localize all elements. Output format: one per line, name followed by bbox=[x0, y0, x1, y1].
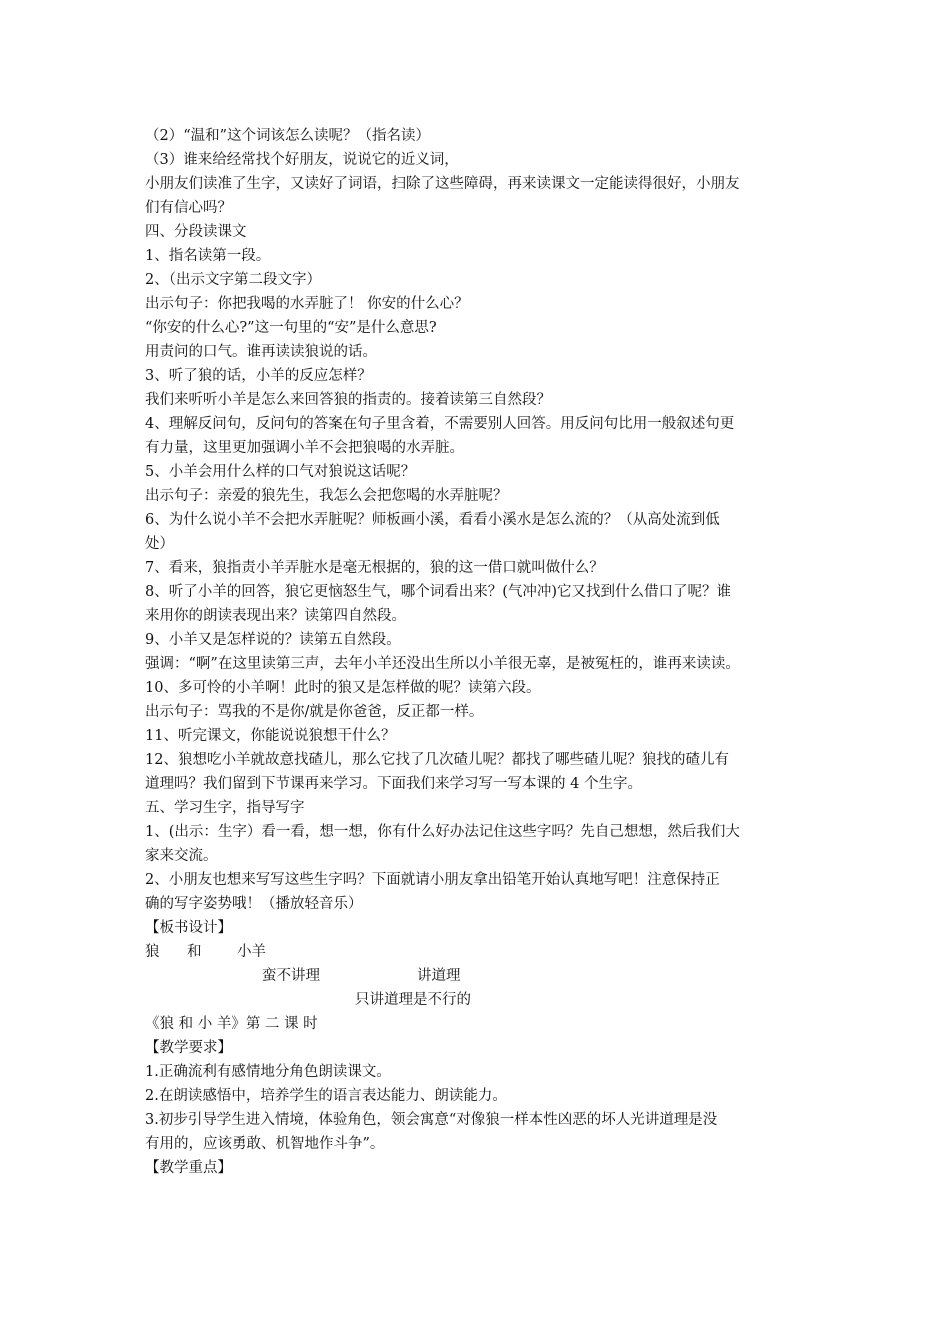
text-line: 小朋友们读准了生字，又读好了词语，扫除了这些障碍，再来读课文一定能读得很好，小朋友 bbox=[145, 176, 740, 192]
text-line: 出示句子：骂我的不是你/就是你爸爸，反正都一样。 bbox=[145, 704, 484, 720]
text-line: 出示句子：亲爱的狼先生，我怎么会把您喝的水弄脏呢？ bbox=[145, 488, 508, 504]
text2-line: 【教学要求】 bbox=[145, 1040, 232, 1056]
text2-line: 【教学重点】 bbox=[145, 1160, 232, 1176]
text-line: 家来交流。 bbox=[145, 848, 218, 864]
text2-line: 2.在朗读感悟中，培养学生的语言表达能力、朗读能力。 bbox=[145, 1088, 507, 1104]
text-line: （2）“温和”这个词该怎么读呢？（指名读） bbox=[145, 128, 431, 144]
text-line: 道理吗？我们留到下节课再来学习。下面我们来学习写一写本课的 4 个生字。 bbox=[145, 776, 642, 792]
text-line: 12、狼想吃小羊就故意找碴儿，那么它找了几次碴儿呢？都找了哪些碴儿呢？狼找的碴儿有 bbox=[145, 752, 729, 768]
text-line: 2、（出示文字第二段文字） bbox=[145, 272, 321, 288]
board-row-2 bbox=[145, 964, 820, 988]
text-line: “你安的什么心?”这一句里的“安”是什么意思? bbox=[145, 320, 437, 336]
text-line: 强调：“啊”在这里读第三声，去年小羊还没出生所以小羊很无辜，是被冤枉的，谁再来读读。 bbox=[145, 656, 740, 672]
document-body bbox=[145, 124, 820, 1180]
board-reasonable: 讲道理 bbox=[417, 968, 461, 984]
board-conclusion: 只讲道理是不行的 bbox=[355, 992, 471, 1008]
text-line: 来用你的朗读表现出来？读第四自然段。 bbox=[145, 608, 406, 624]
text-line: 6、为什么说小羊不会把水弄脏呢？师板画小溪，看看小溪水是怎么流的？（从高处流到低 bbox=[145, 512, 720, 528]
text2-line: 3.初步引导学生进入情境，体验角色，领会寓意“对像狼一样本性凶恶的坏人光讲道理是没 bbox=[145, 1112, 718, 1128]
board-wolf: 狼 bbox=[145, 944, 160, 960]
text-line: 四、分段读课文 bbox=[145, 224, 247, 240]
lesson-text-part-1 bbox=[145, 124, 820, 940]
text-line: 2、小朋友也想来写写这些生字吗？下面就请小朋友拿出铅笔开始认真地写吧！注意保持正 bbox=[145, 872, 720, 888]
text-line: 11、听完课文，你能说说狼想干什么？ bbox=[145, 728, 396, 744]
text-line: 1、指名读第一段。 bbox=[145, 248, 271, 264]
text2-line: 有用的，应该勇敢、机智地作斗争”。 bbox=[145, 1136, 385, 1152]
text2-line: 《狼 和 小 羊》第 二 课 时 bbox=[145, 1016, 318, 1032]
text2-line: 1.正确流利有感情地分角色朗读课文。 bbox=[145, 1064, 391, 1080]
text-line: 8、听了小羊的回答，狼它更恼怒生气，哪个词看出来？(气冲冲)它又找到什么借口了呢？谁 bbox=[145, 584, 732, 600]
text-line: 10、多可怜的小羊啊！此时的狼又是怎样做的呢？读第六段。 bbox=[145, 680, 541, 696]
board-unreasonable: 蛮不讲理 bbox=[262, 968, 320, 984]
text-line: 3、听了狼的话，小羊的反应怎样？ bbox=[145, 368, 372, 384]
board-row-3 bbox=[145, 988, 820, 1012]
text-line: 我们来听听小羊是怎么来回答狼的指责的。接着读第三自然段？ bbox=[145, 392, 551, 408]
text-line: 用责问的口气。谁再读读狼说的话。 bbox=[145, 344, 377, 360]
text-line: 7、看来，狼指责小羊弄脏水是毫无根据的，狼的这一借口就叫做什么？ bbox=[145, 560, 604, 576]
text-line: 有力量，这里更加强调小羊不会把狼喝的水弄脏。 bbox=[145, 440, 464, 456]
text-line: 5、小羊会用什么样的口气对狼说这话呢？ bbox=[145, 464, 416, 480]
text-line: 【板书设计】 bbox=[145, 920, 232, 936]
text-line: 4、理解反问句，反问句的答案在句子里含着，不需要别人回答。用反问句比用一般叙述句更 bbox=[145, 416, 735, 432]
board-row-1 bbox=[145, 940, 820, 964]
text-line: 出示句子：你把我喝的水弄脏了！ 你安的什么心？ bbox=[145, 296, 469, 312]
board-lamb: 小羊 bbox=[237, 944, 266, 960]
board-and: 和 bbox=[187, 944, 202, 960]
text-line: 确的写字姿势哦！（播放轻音乐） bbox=[145, 896, 363, 912]
text-line: 五、学习生字，指导写字 bbox=[145, 800, 305, 816]
text-line: （3）谁来给经常找个好朋友，说说它的近义词， bbox=[145, 152, 459, 168]
text-line: 处） bbox=[145, 536, 174, 552]
text-line: 9、小羊又是怎样说的？读第五自然段。 bbox=[145, 632, 401, 648]
text-line: 们有信心吗？ bbox=[145, 200, 232, 216]
lesson-text-part-2 bbox=[145, 1012, 820, 1180]
text-line: 1、(出示：生字）看一看，想一想，你有什么好办法记住这些字吗？先自己想想，然后我们大 bbox=[145, 824, 740, 840]
